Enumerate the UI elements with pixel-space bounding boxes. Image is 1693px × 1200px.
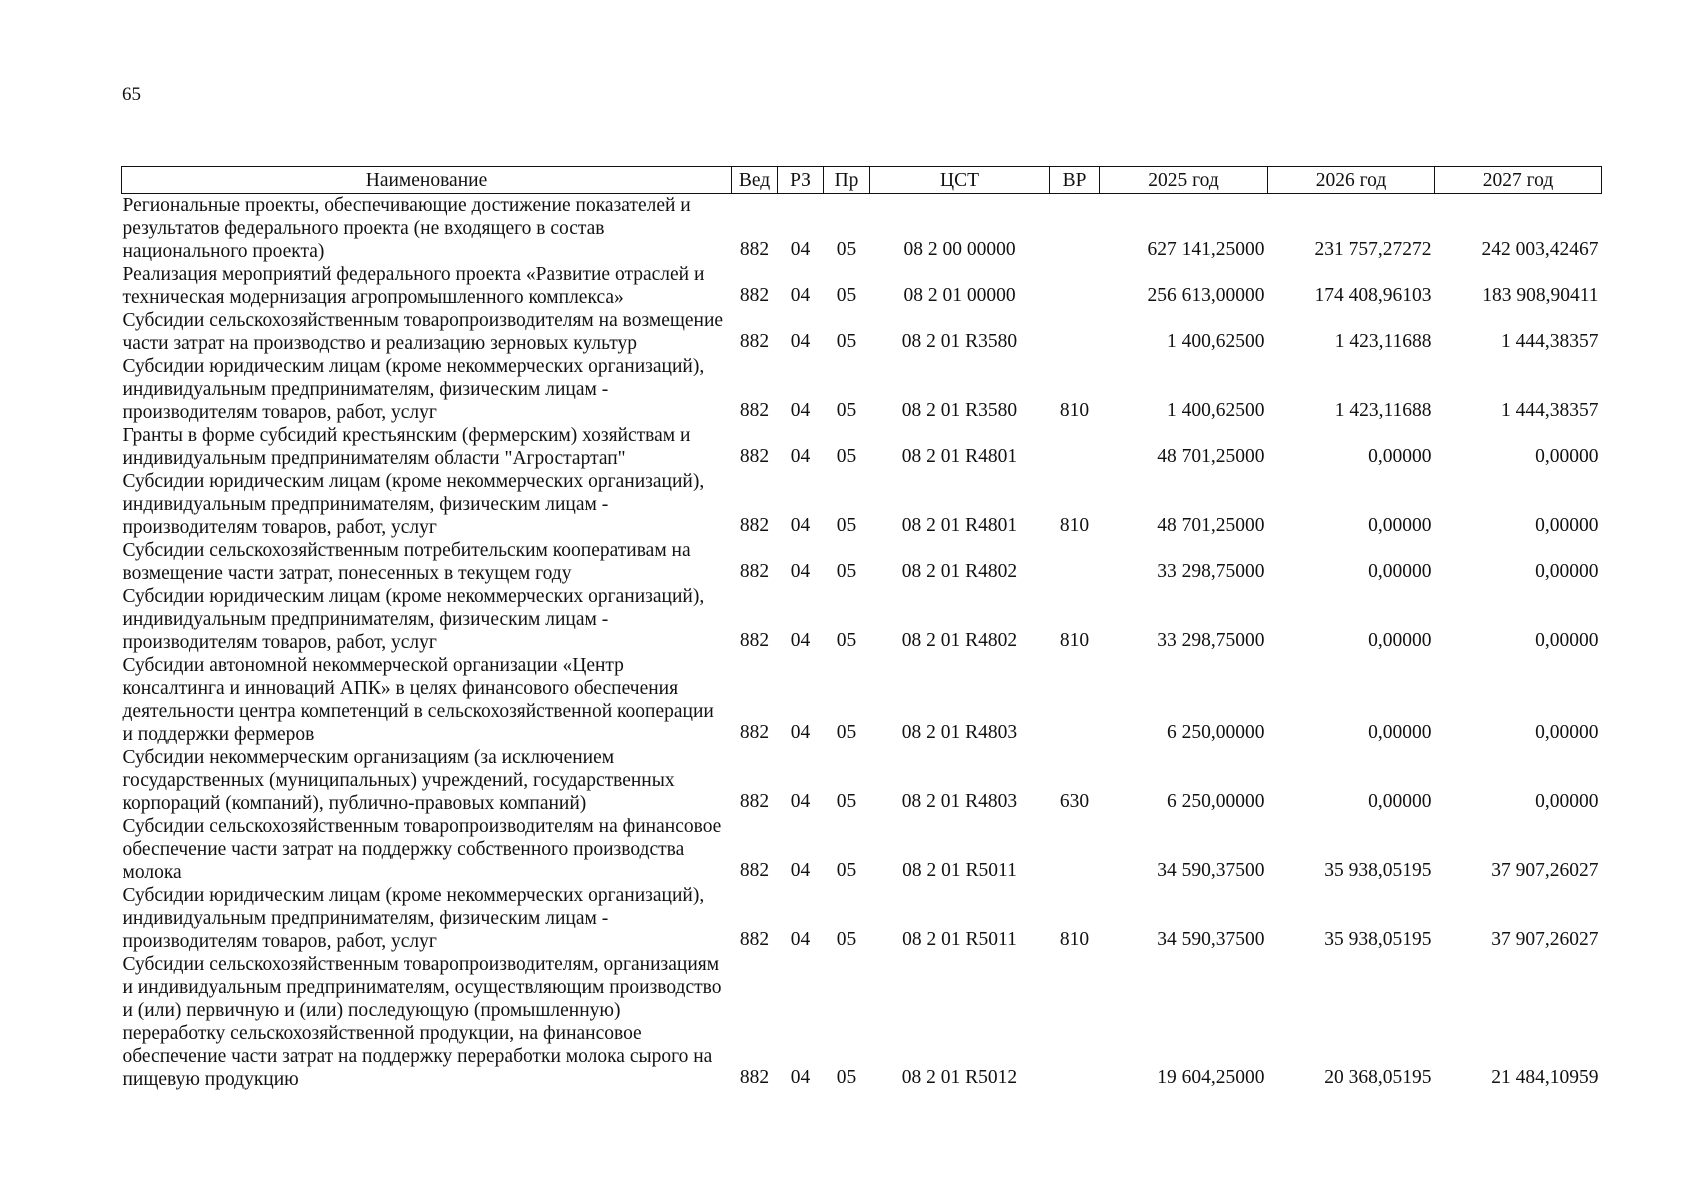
row-name: Реализация мероприятий федерального проекта «Развитие отраслей и техническая модернизация агропромышленного комплекса» <box>122 264 705 308</box>
row-name: Субсидии юридическим лицам (кроме некоммерческих организаций), индивидуальным предпринимателям, физическим лицам - производителям товаров, работ, услуг <box>122 356 705 423</box>
row-name: Субсидии некоммерческим организациям (за исключением государственных (муниципальных) учреждений, государственных корпораций (компаний), публично-правовых компаний) <box>122 747 675 814</box>
row-rz: 04 <box>790 239 811 260</box>
row-2025: 256 613,00000 <box>1147 285 1265 306</box>
row-2025: 1 400,62500 <box>1167 400 1265 421</box>
header-2026: 2026 год <box>1268 167 1435 194</box>
row-ved: 882 <box>739 860 770 881</box>
header-pr: Пр <box>824 167 870 194</box>
row-cst: 08 2 01 R3580 <box>901 400 1018 421</box>
row-name: Субсидии сельскохозяйственным товаропроизводителям на возмещение части затрат на производство и реализацию зерновых культур <box>122 310 724 354</box>
header-vr: ВР <box>1050 167 1100 194</box>
table-row <box>122 953 1602 1091</box>
table-row <box>122 194 1602 264</box>
row-pr: 05 <box>836 929 857 950</box>
header-2027: 2027 год <box>1435 167 1602 194</box>
row-cst: 08 2 01 R4801 <box>901 515 1018 536</box>
row-2027: 242 003,42467 <box>1481 239 1599 260</box>
row-ved: 882 <box>739 446 770 467</box>
row-2025: 34 590,37500 <box>1157 860 1265 881</box>
row-2027: 0,00000 <box>1535 722 1599 743</box>
row-2027: 0,00000 <box>1535 630 1599 651</box>
row-rz: 04 <box>790 285 811 306</box>
row-ved: 882 <box>739 1067 770 1088</box>
row-2026: 0,00000 <box>1368 722 1432 743</box>
row-rz: 04 <box>790 791 811 812</box>
table-row <box>122 746 1602 815</box>
row-2026: 20 368,05195 <box>1324 1067 1432 1088</box>
row-ved: 882 <box>739 285 770 306</box>
row-name: Субсидии сельскохозяйственным потребительским кооперативам на возмещение части затрат, понесенных в текущем году <box>122 540 691 584</box>
row-pr: 05 <box>836 630 857 651</box>
table-row <box>122 263 1602 309</box>
row-name: Субсидии автономной некоммерческой организации «Центр консалтинга и инноваций АПК» в целях финансового обеспечения деятельности центра компетенций в сельскохозяйственной кооперации и поддержки фермеров <box>122 655 714 745</box>
row-pr: 05 <box>836 400 857 421</box>
row-vr: 630 <box>1059 791 1090 812</box>
row-vr: 810 <box>1059 515 1090 536</box>
row-2026: 0,00000 <box>1368 446 1432 467</box>
row-rz: 04 <box>790 331 811 352</box>
row-vr <box>1050 194 1100 264</box>
row-pr: 05 <box>836 860 857 881</box>
table-header-row <box>122 167 1602 194</box>
row-ved: 882 <box>739 515 770 536</box>
row-2025: 6 250,00000 <box>1167 791 1265 812</box>
row-vr <box>1050 424 1100 470</box>
row-rz: 04 <box>790 722 811 743</box>
row-ved: 882 <box>739 630 770 651</box>
row-name: Субсидии юридическим лицам (кроме некоммерческих организаций), индивидуальным предпринимателям, физическим лицам - производителям товаров, работ, услуг <box>122 586 705 653</box>
row-ved: 882 <box>739 929 770 950</box>
row-cst: 08 2 01 R5011 <box>902 860 1017 881</box>
table-row <box>122 884 1602 953</box>
row-vr <box>1050 309 1100 355</box>
row-2025: 33 298,75000 <box>1157 630 1265 651</box>
row-pr: 05 <box>836 446 857 467</box>
table-row <box>122 424 1602 470</box>
row-2025: 33 298,75000 <box>1157 561 1265 582</box>
table-row <box>122 585 1602 654</box>
table-row <box>122 309 1602 355</box>
row-2027: 37 907,26027 <box>1491 929 1599 950</box>
row-rz: 04 <box>790 561 811 582</box>
row-cst: 08 2 01 R4802 <box>901 630 1018 651</box>
row-name: Субсидии сельскохозяйственным товаропроизводителям, организациям и индивидуальным предпринимателям, осуществляющим производство и (или) первичную и (или) последующую (промышленную) переработку сельскохозяйственной продукции, на финансовое обеспечение части затрат на поддержку переработки молока сырого на пищевую продукцию <box>122 954 722 1090</box>
row-2025: 48 701,25000 <box>1157 446 1265 467</box>
row-cst: 08 2 01 R5011 <box>902 929 1017 950</box>
row-pr: 05 <box>836 331 857 352</box>
row-vr <box>1050 263 1100 309</box>
row-2025: 1 400,62500 <box>1167 331 1265 352</box>
row-cst: 08 2 01 00000 <box>903 285 1016 306</box>
row-2025: 48 701,25000 <box>1157 515 1265 536</box>
row-cst: 08 2 01 R4803 <box>901 791 1018 812</box>
row-name: Региональные проекты, обеспечивающие достижение показателей и результатов федерального проекта (не входящего в состав национального проекта) <box>122 195 691 262</box>
header-rz: РЗ <box>778 167 824 194</box>
row-cst: 08 2 01 R3580 <box>901 331 1018 352</box>
table-row <box>122 539 1602 585</box>
row-rz: 04 <box>790 1067 811 1088</box>
row-2026: 0,00000 <box>1368 630 1432 651</box>
row-pr: 05 <box>836 239 857 260</box>
row-2026: 0,00000 <box>1368 791 1432 812</box>
row-2026: 174 408,96103 <box>1314 285 1432 306</box>
row-pr: 05 <box>836 1067 857 1088</box>
row-2025: 6 250,00000 <box>1167 722 1265 743</box>
row-cst: 08 2 01 R4803 <box>901 722 1018 743</box>
budget-table <box>121 166 1602 1091</box>
row-2025: 19 604,25000 <box>1157 1067 1265 1088</box>
row-2026: 0,00000 <box>1368 561 1432 582</box>
row-cst: 08 2 01 R4801 <box>901 446 1018 467</box>
row-2027: 0,00000 <box>1535 791 1599 812</box>
row-pr: 05 <box>836 722 857 743</box>
row-2026: 35 938,05195 <box>1324 929 1432 950</box>
row-cst: 08 2 01 R4802 <box>901 561 1018 582</box>
row-cst: 08 2 00 00000 <box>903 239 1016 260</box>
row-2027: 1 444,38357 <box>1501 400 1599 421</box>
header-2025: 2025 год <box>1100 167 1268 194</box>
page-number: 65 <box>122 84 141 105</box>
table-row <box>122 355 1602 424</box>
table-row <box>122 470 1602 539</box>
row-vr: 810 <box>1059 929 1090 950</box>
row-2027: 37 907,26027 <box>1491 860 1599 881</box>
row-cst: 08 2 01 R5012 <box>901 1067 1018 1088</box>
row-2025: 34 590,37500 <box>1157 929 1265 950</box>
row-ved: 882 <box>739 400 770 421</box>
header-name: Наименование <box>122 167 732 194</box>
header-cst: ЦСТ <box>870 167 1050 194</box>
row-2025: 627 141,25000 <box>1147 239 1265 260</box>
row-2026: 1 423,11688 <box>1334 331 1432 352</box>
row-2027: 0,00000 <box>1535 446 1599 467</box>
row-name: Субсидии юридическим лицам (кроме некоммерческих организаций), индивидуальным предпринимателям, физическим лицам - производителям товаров, работ, услуг <box>122 471 705 538</box>
row-vr <box>1050 654 1100 746</box>
row-ved: 882 <box>739 331 770 352</box>
row-2027: 21 484,10959 <box>1491 1067 1599 1088</box>
row-vr <box>1050 815 1100 884</box>
row-2026: 231 757,27272 <box>1314 239 1432 260</box>
row-vr <box>1050 953 1100 1091</box>
row-rz: 04 <box>790 929 811 950</box>
row-pr: 05 <box>836 285 857 306</box>
row-2026: 0,00000 <box>1368 515 1432 536</box>
row-vr <box>1050 539 1100 585</box>
row-ved: 882 <box>739 239 770 260</box>
row-2027: 0,00000 <box>1535 515 1599 536</box>
row-vr: 810 <box>1059 400 1090 421</box>
row-rz: 04 <box>790 630 811 651</box>
row-name: Субсидии сельскохозяйственным товаропроизводителям на финансовое обеспечение части затрат на поддержку собственного производства молока <box>122 816 722 883</box>
row-pr: 05 <box>836 515 857 536</box>
row-name: Субсидии юридическим лицам (кроме некоммерческих организаций), индивидуальным предпринимателям, физическим лицам - производителям товаров, работ, услуг <box>122 885 705 952</box>
row-rz: 04 <box>790 860 811 881</box>
row-2027: 0,00000 <box>1535 561 1599 582</box>
row-ved: 882 <box>739 791 770 812</box>
row-rz: 04 <box>790 515 811 536</box>
row-pr: 05 <box>836 561 857 582</box>
row-2026: 1 423,11688 <box>1334 400 1432 421</box>
row-ved: 882 <box>739 561 770 582</box>
row-pr: 05 <box>836 791 857 812</box>
header-ved: Вед <box>732 167 778 194</box>
row-vr: 810 <box>1059 630 1090 651</box>
table-row <box>122 654 1602 746</box>
row-name: Гранты в форме субсидий крестьянским (фермерским) хозяйствам и индивидуальным предпринимателям области "Агростартап" <box>122 425 691 469</box>
row-2027: 1 444,38357 <box>1501 331 1599 352</box>
row-2026: 35 938,05195 <box>1324 860 1432 881</box>
row-2027: 183 908,90411 <box>1482 285 1599 306</box>
row-ved: 882 <box>739 722 770 743</box>
table-row <box>122 815 1602 884</box>
row-rz: 04 <box>790 446 811 467</box>
row-rz: 04 <box>790 400 811 421</box>
